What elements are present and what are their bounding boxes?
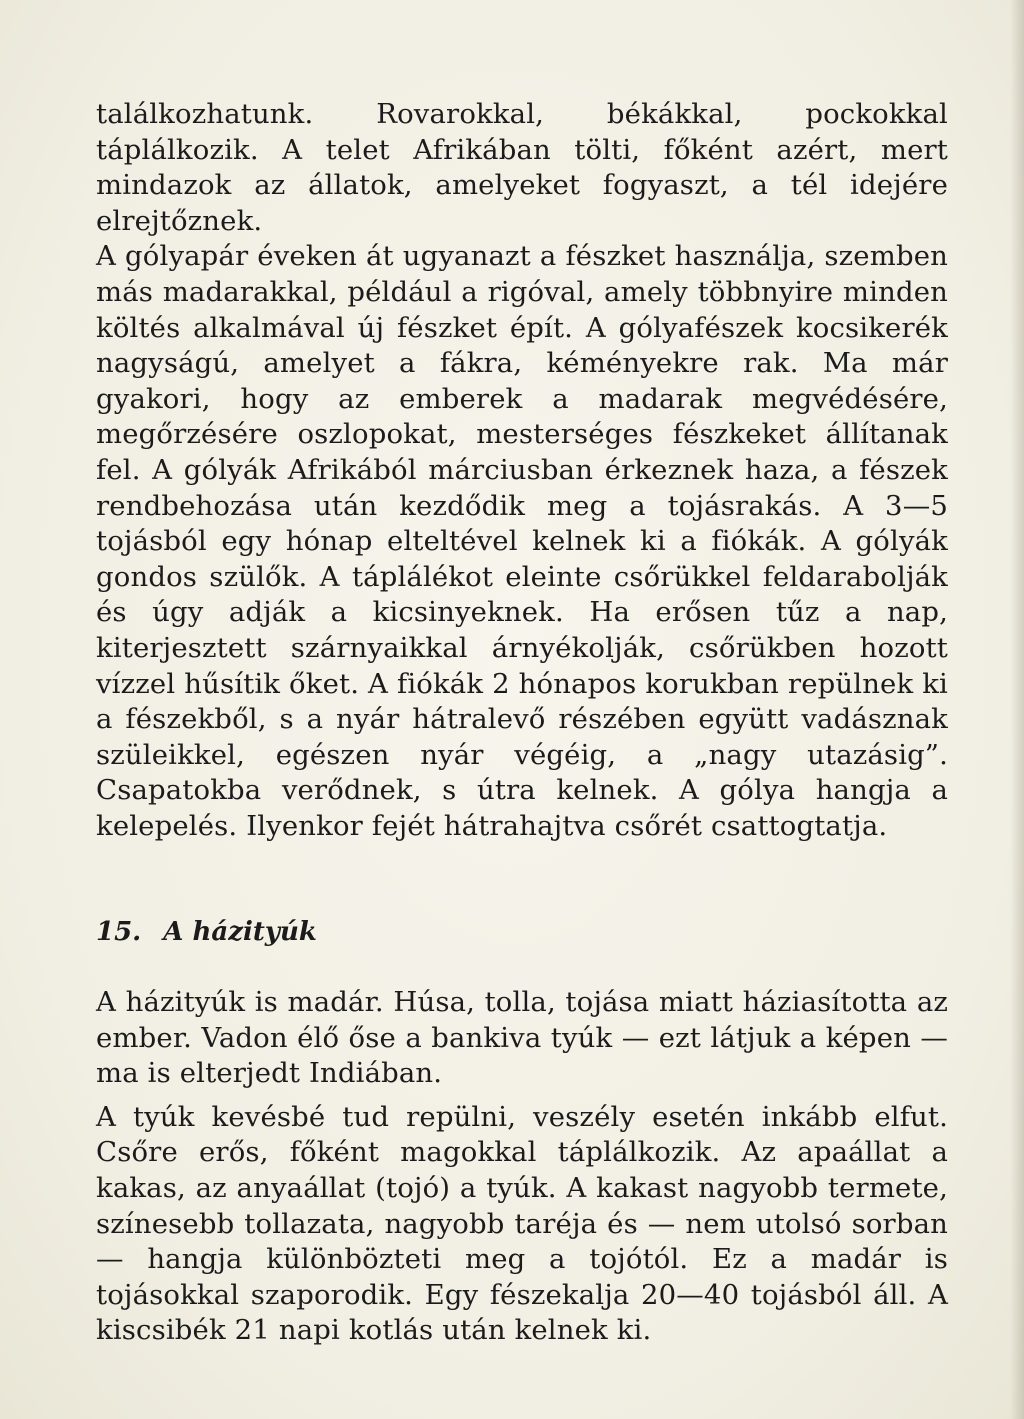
page-edge-shadow [1010,0,1024,1419]
section-paragraph-1: A házityúk is madár. Húsa, tolla, tojása miatt háziasította az ember. Vadon élő őse a bankiva tyúk — ezt látjuk a képen — ma is elterjedt Indiában. [96,986,948,1090]
paragraph-1: találkozhatunk. Rovarokkal, békákkal, pockokkal táplálkozik. A telet Afrikában tölti, főként azért, mert mindazok az állatok, amelyeket fogyaszt, a tél idejére elrejtőznek. [96,98,948,237]
section-title: A házityúk [163,917,317,947]
section-paragraph-2: A tyúk kevésbé tud repülni, veszély esetén inkább elfut. Csőre erős, főként magokkal táplálkozik. Az apaállat a kakas, az anyaállat (tojó) a tyúk. A kakast nagyobb termete, színesebb tollazata, nagyobb taréja és — nem utolsó sorban — hangja különbözteti meg a tojótól. Ez a madár is tojásokkal szaporodik. Egy fészekalja 20—40 tojásból áll. A kiscsibék 21 napi kotlás után kelnek ki. [96,1100,948,1347]
section-heading [96,914,317,950]
hen-text-block [96,985,948,1349]
paragraph-2: A gólyapár éveken át ugyanazt a fészket használja, szemben más madarakkal, például a rigóval, amely többnyire minden költés alkalmával új fészket épít. A gólyafészek kocsikerék nagyságú, amelyet a fákra, kéményekre rak. Ma már gyakori, hogy az emberek a madarak megvédésére, megőrzésére oszlopokat, mesterséges fészkeket állítanak fel. A gólyák Afrikából márciusban érkeznek haza, a fészek rendbehozása után kezdődik meg a tojásrakás. A 3—5 tojásból egy hónap elteltével kelnek ki a fiókák. A gólyák gondos szülők. A táplálékot eleinte csőrükkel feldarabolják és úgy adják a kicsinyeknek. Ha erősen tűz a nap, kiterjesztett szárnyaikkal árnyékolják, csőrükben hozott vízzel hűsítik őket. A fiókák 2 hónapos korukban repülnek ki a fészekből, s a nyár hátralevő részében együtt vadásznak szüleikkel, egészen nyár végéig, a „nagy utazásig”. Csapatokba verődnek, s útra kelnek. A gólya hangja a kelepelés. Ilyenkor fejét hátrahajtva csőrét csattogtatja. [96,240,948,842]
stork-text-block [96,97,948,844]
section-number: 15. [96,917,142,947]
